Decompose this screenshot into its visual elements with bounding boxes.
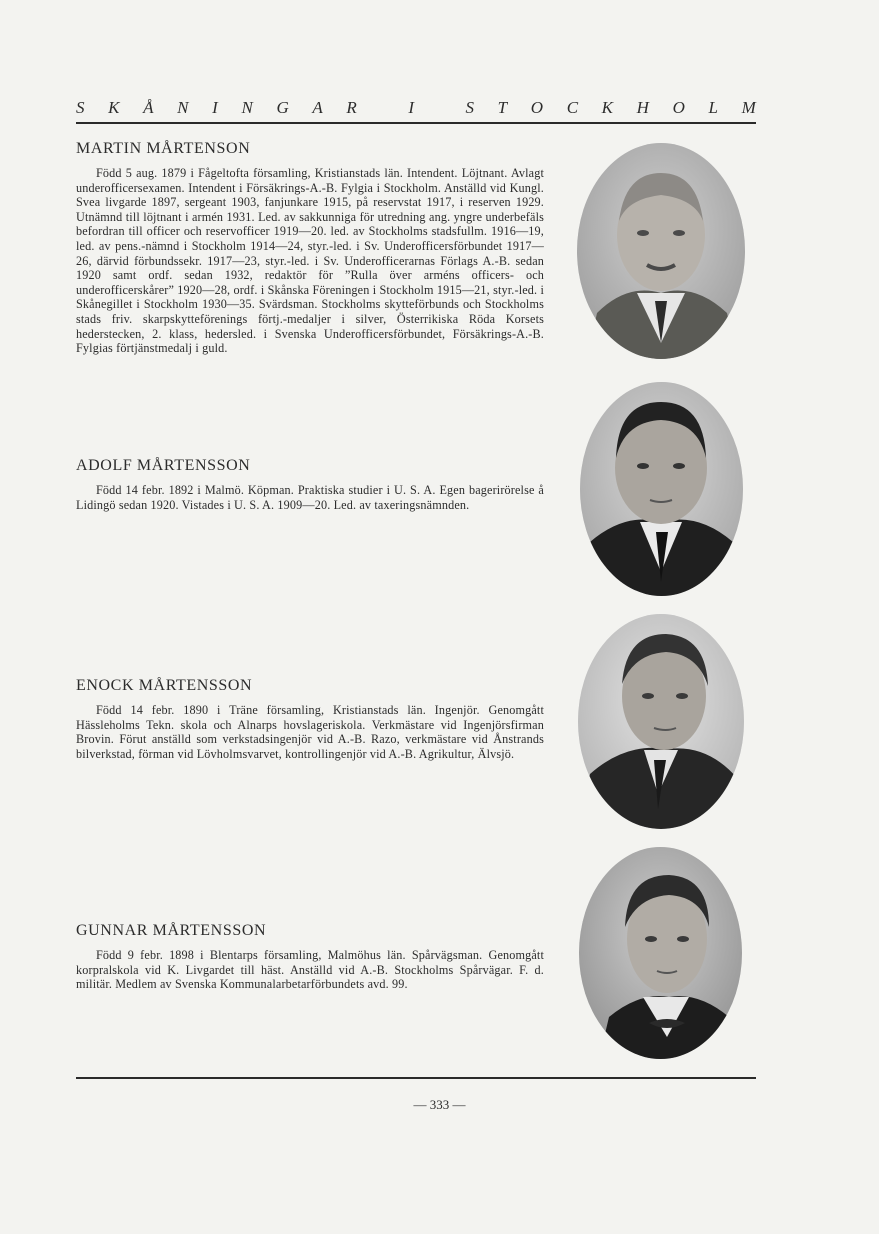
header-letter: M — [741, 98, 756, 117]
biography-entry — [76, 922, 544, 992]
entry-bio: Född 14 febr. 1892 i Malmö. Köpman. Praktiska studier i U. S. A. Egen bagerirörelse å Lidingö sedan 1920. Vistades i U. S. A. 1909—20. Led. av taxeringsnämnden. — [76, 483, 544, 512]
footer-rule — [76, 1077, 756, 1079]
portrait-image — [579, 847, 742, 1059]
header-letter: S — [465, 98, 475, 117]
header-letter: C — [566, 98, 579, 117]
header-letter: K — [601, 98, 614, 117]
header-letter: N — [177, 98, 189, 117]
header-letter: L — [708, 98, 718, 117]
header-letter: I — [212, 98, 218, 117]
header-spacer — [438, 98, 442, 118]
entry-name: MARTIN MÅRTENSON — [76, 140, 251, 157]
entry-name: ADOLF MÅRTENSSON — [76, 457, 251, 474]
entry-bio: Född 14 febr. 1890 i Träne församling, Kristianstads län. Ingenjör. Genomgått Hässleholms Tekn. skola och Alnarps hovslageriskola. Verkmästare vid Ingenjörsfirman Brovin. Förut anställd som verkstadsingenjör vid A.-B. Razo, verkmästare vid Ånstrands bilverkstad, förman vid Lövholmsvarvet, kontrollingenjör vid A.-B. Agrikultur, Älvsjö. — [76, 703, 544, 761]
entry-bio: Född 5 aug. 1879 i Fågeltofta församling, Kristianstads län. Intendent. Löjtnant. Avlagt underofficersexamen. Intendent i Försäkrings-A.-B. Fylgia i Stockholm. Anställd vid Kungl. Svea livgarde 1897, sergeant 1903, fanjunkare 1915, på reservstat 1917, i reserven 1929. Utnämnd till löjtnant i armén 1931. Led. av sakkunniga för utredning ang. yngre underbefäls befordran till officer och reservofficer 1919—20. led. av Stockholms stadsfullm. 1916—19, led. av pens.-nämnd i Stockholm 1914—24, styr.-led. i Sv. Underofficersförbundet 1917—26, därvid förbundssekr. 1917—23, styr.-led. i Sv. Underofficerarnas Förlags A.-B. sedan 1920 samt ordf. sedan 1932, redaktör för ”Rulla över arméns officers- och underofficerskårer” 1920—28, ordf. i Skånska Föreningen i Stockholm 1915—21, styr.-led. i Skånegillet i Stockholm 1930—35. Svärdsman. Stockholms skytteförbunds och Stockholms stads friv. skarpskytteförenings förtj.-medaljer i silver, Österrikiska Röda Korsets hederstecken, 2. klass, hedersled. i Svenska Underofficersförbundet, Försäkrings-A.-B. Fylgias förtjänstmedalj i guld. — [76, 166, 544, 356]
page-number: — 333 — — [413, 1097, 466, 1112]
entry-name: GUNNAR MÅRTENSSON — [76, 922, 267, 939]
header-letter: R — [346, 98, 357, 117]
portrait-image — [578, 614, 744, 829]
header-letter: K — [108, 98, 120, 117]
header-letter: O — [672, 98, 685, 117]
portrait-image — [580, 382, 743, 596]
portrait-photo — [578, 614, 744, 829]
header-letter: G — [276, 98, 289, 117]
header-letter: H — [636, 98, 649, 117]
portrait-photo — [579, 847, 742, 1059]
header-spacer — [380, 98, 384, 118]
header-letter: Å — [143, 98, 154, 117]
biography-entry — [76, 140, 544, 356]
portrait-image — [577, 143, 745, 359]
header-letter: T — [497, 98, 508, 117]
header-letter: A — [312, 98, 323, 117]
biography-entry — [76, 677, 544, 761]
entry-name: ENOCK MÅRTENSSON — [76, 677, 253, 694]
entry-bio: Född 9 febr. 1898 i Blentarps församling, Malmöhus län. Spårvägsman. Genomgått korpralskola vid K. Livgardet till häst. Anställd vid A.-B. Stockholms Spårvägar. F. d. militär. Medlem av Svenska Kommunalarbetarförbundets avd. 99. — [76, 948, 544, 992]
portrait-photo — [580, 382, 743, 596]
running-header-title — [76, 98, 756, 118]
header-letter: I — [408, 98, 414, 117]
header-letter: S — [76, 98, 85, 117]
portrait-photo — [577, 143, 745, 359]
running-header — [76, 98, 756, 124]
header-letter: N — [241, 98, 253, 117]
header-rule — [76, 122, 756, 124]
header-letter: O — [530, 98, 544, 117]
biography-entry — [76, 457, 544, 512]
